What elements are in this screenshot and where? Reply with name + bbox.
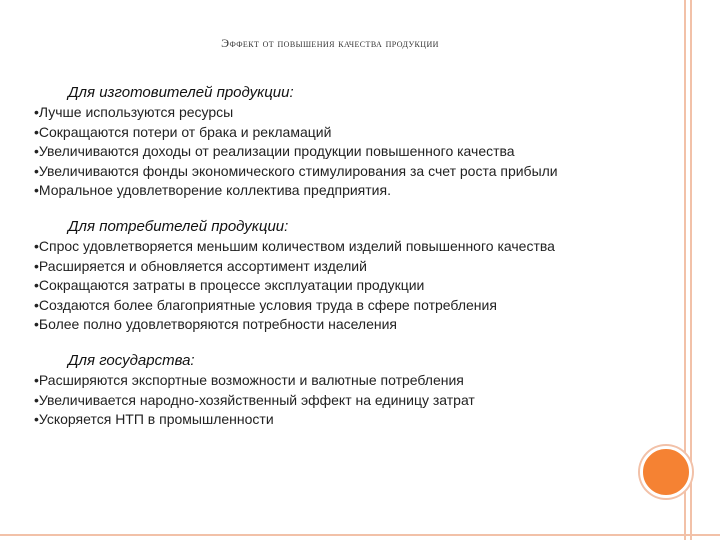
list-item: • Спрос удовлетворяется меньшим количеством изделий повышенного качества: [34, 237, 555, 257]
bullet-list-consumers: [34, 237, 555, 335]
list-item: • Лучше используются ресурсы: [34, 103, 558, 123]
list-item: • Создаются более благоприятные условия труда в сфере потребления: [34, 296, 555, 316]
slide-title: Эффект от повышения качества продукции: [221, 36, 439, 50]
bullet-list-manufacturers: [34, 103, 558, 201]
bullet-list-state: [34, 371, 475, 430]
decorative-circle-icon: [640, 446, 692, 498]
list-item: • Расширяется и обновляется ассортимент изделий: [34, 257, 555, 277]
list-item: • Сокращаются затраты в процессе эксплуатации продукции: [34, 276, 555, 296]
list-item: • Ускоряется НТП в промышленности: [34, 410, 475, 430]
section-heading-consumers: Для потребителей продукции:: [68, 218, 289, 235]
list-item: • Более полно удовлетворяются потребности населения: [34, 315, 555, 335]
list-item: • Расширяются экспортные возможности и валютные потребления: [34, 371, 475, 391]
section-heading-manufacturers: Для изготовителей продукции:: [68, 84, 294, 101]
list-item: • Моральное удовлетворение коллектива предприятия.: [34, 181, 558, 201]
list-item: • Увеличивается народно-хозяйственный эффект на единицу затрат: [34, 391, 475, 411]
section-heading-state: Для государства:: [68, 352, 195, 369]
slide-frame-bottom: [0, 534, 720, 540]
list-item: • Увеличиваются доходы от реализации продукции повышенного качества: [34, 142, 558, 162]
list-item: • Увеличиваются фонды экономического стимулирования за счет роста прибыли: [34, 162, 558, 182]
list-item: • Сокращаются потери от брака и рекламаций: [34, 123, 558, 143]
